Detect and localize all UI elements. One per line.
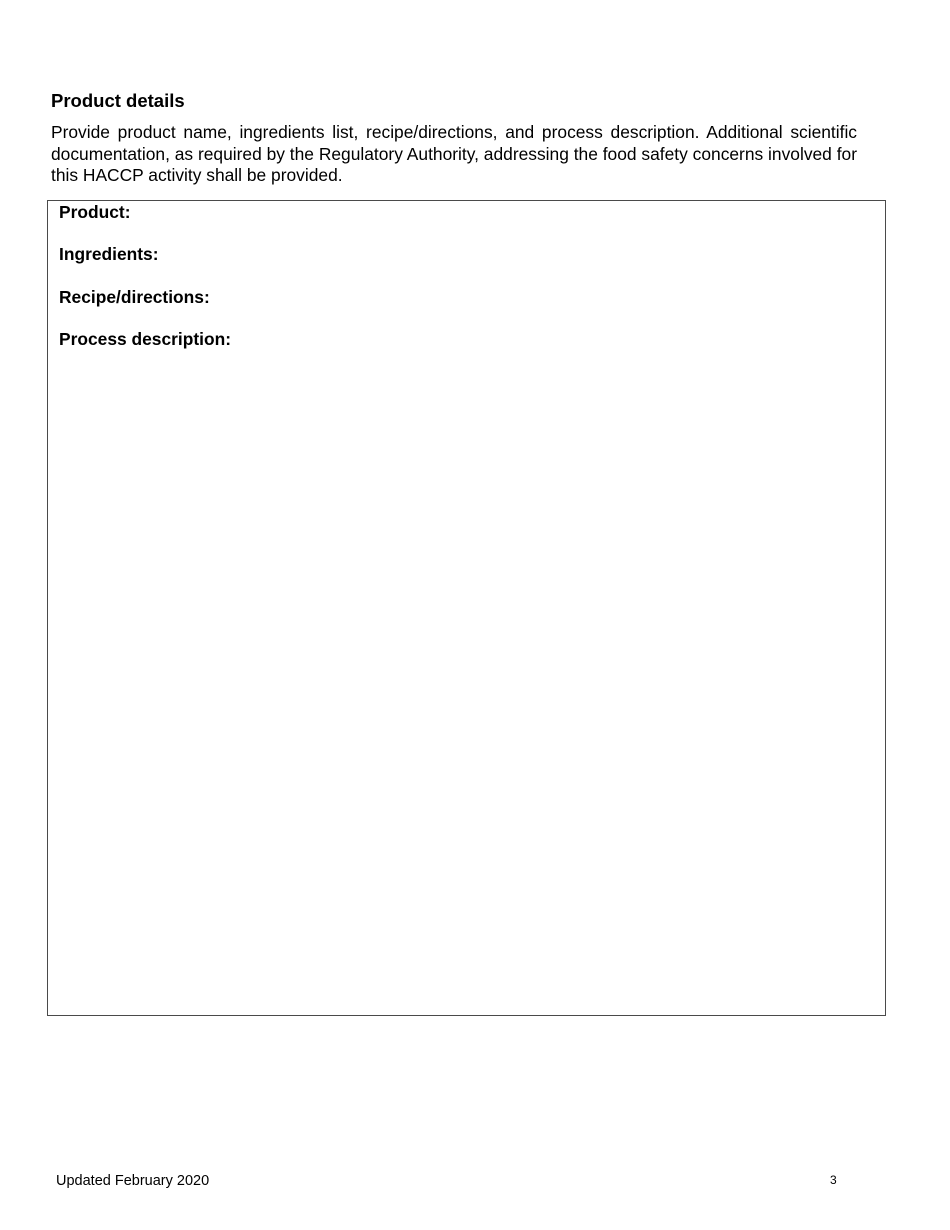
product-field-label: Product: <box>59 202 131 222</box>
footer-updated-date: Updated February 2020 <box>56 1173 210 1189</box>
recipe-directions-field-label: Recipe/directions: <box>59 287 210 307</box>
product-details-form-box[interactable] <box>47 200 886 1016</box>
page-number: 3 <box>830 1173 837 1187</box>
process-description-field-label: Process description: <box>59 329 232 349</box>
instructions-paragraph: Provide product name, ingredients list, recipe/directions, and process description. Additional scientific documentation, as required by the Regulatory Authority, addressing the food safety concerns involved for this HACCP activity shall be provided. <box>51 122 857 185</box>
section-heading: Product details <box>51 90 185 111</box>
ingredients-field-label: Ingredients: <box>59 244 159 264</box>
